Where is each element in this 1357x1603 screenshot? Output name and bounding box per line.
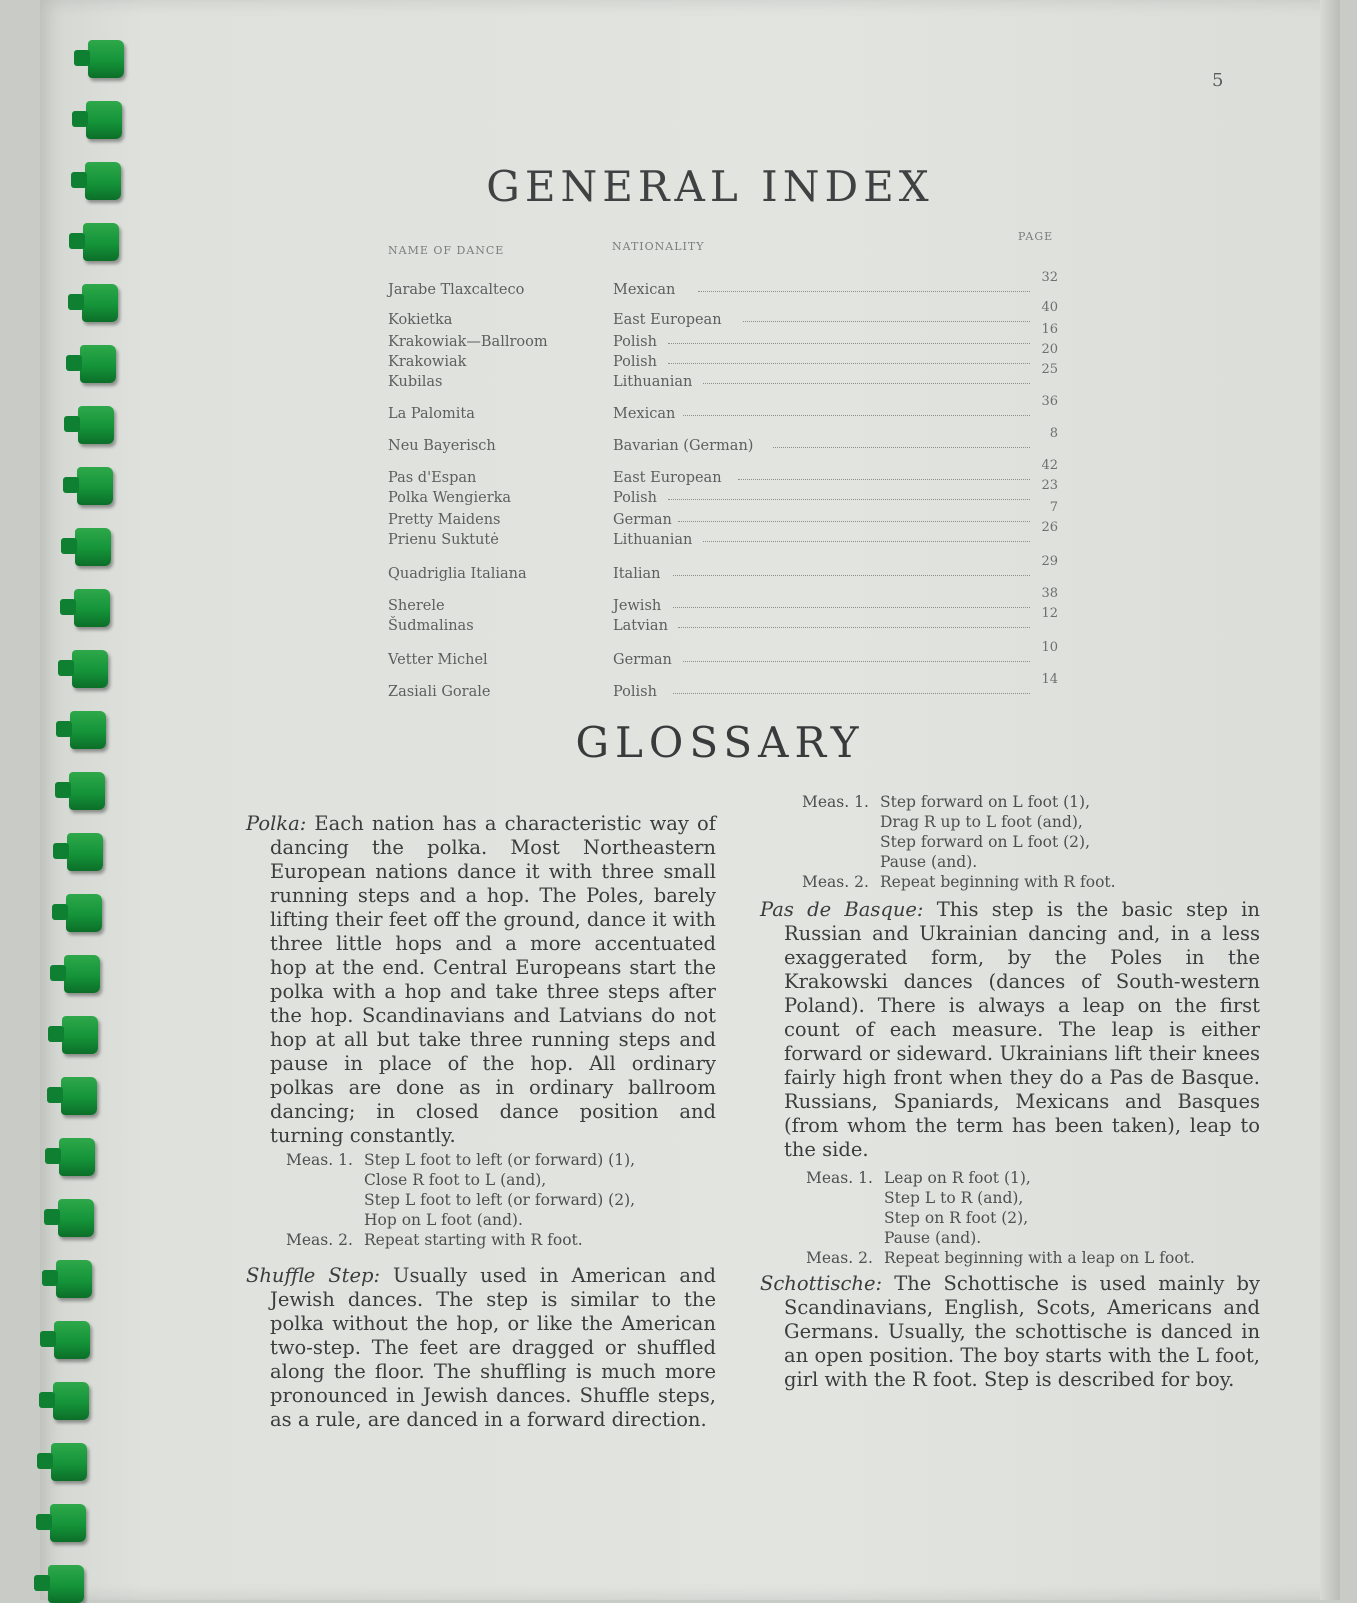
dance-nationality: East European	[613, 312, 722, 328]
dot-leader	[738, 479, 1030, 480]
dance-name: Pretty Maidens	[388, 512, 501, 528]
dance-nationality: Polish	[613, 334, 657, 350]
glossary-right-column	[760, 790, 1260, 1392]
dance-page-number: 25	[1041, 362, 1058, 377]
spiral-coil	[72, 650, 108, 688]
polka-meas2-text: Repeat starting with R foot.	[364, 1231, 583, 1249]
index-row	[388, 322, 1058, 354]
spiral-coil	[85, 162, 121, 200]
dot-leader	[683, 661, 1030, 662]
spiral-coil	[62, 1016, 98, 1054]
polka-meas1-step: Close R foot to L (and),	[364, 1171, 547, 1189]
spiral-coil	[80, 345, 116, 383]
spiral-coil	[86, 101, 122, 139]
shuffle-meas2-label: Meas. 2.	[802, 873, 869, 891]
spiral-coil	[74, 589, 110, 627]
term-pas-de-basque: Pas de Basque:	[760, 898, 924, 921]
dot-leader	[678, 627, 1030, 628]
dance-name: Jarabe Tlaxcalteco	[388, 282, 525, 298]
dance-name: Vetter Michel	[388, 652, 488, 668]
spiral-coil	[50, 1504, 86, 1542]
dance-page-number: 36	[1041, 394, 1058, 409]
dance-page-number: 7	[1049, 500, 1058, 515]
dance-nationality: Latvian	[613, 618, 668, 634]
pdb-meas2-text: Repeat beginning with a leap on L foot.	[884, 1249, 1195, 1267]
dance-page-number: 14	[1041, 672, 1058, 687]
dance-page-number: 8	[1049, 426, 1058, 441]
term-polka: Polka:	[246, 812, 307, 835]
dot-leader	[743, 321, 1030, 322]
dance-name: Neu Bayerisch	[388, 438, 496, 454]
spiral-coil	[70, 711, 106, 749]
dance-nationality: German	[613, 652, 672, 668]
index-row	[388, 586, 1058, 618]
dot-leader	[773, 447, 1030, 448]
shuffle-meas1-label: Meas. 1.	[802, 793, 869, 811]
dance-page-number: 12	[1041, 606, 1058, 621]
dance-nationality: Mexican	[613, 282, 676, 298]
dance-page-number: 26	[1041, 520, 1058, 535]
pdb-meas1-step: Pause (and).	[884, 1229, 982, 1247]
index-row	[388, 554, 1058, 586]
shuffle-meas1-step: Step forward on L foot (1),	[880, 793, 1091, 811]
pas-de-basque-measures	[806, 1168, 1260, 1268]
spiral-coil	[54, 1321, 90, 1359]
glossary-entry-polka	[246, 812, 716, 1148]
dance-nationality: Jewish	[613, 598, 662, 614]
dance-page-number: 29	[1041, 554, 1058, 569]
spiral-coil	[66, 894, 102, 932]
polka-meas1-label: Meas. 1.	[286, 1151, 353, 1169]
dance-name: Quadriglia Italiana	[388, 566, 527, 582]
spiral-coil	[64, 955, 100, 993]
dance-name: Krakowiak	[388, 354, 467, 370]
spiral-coil	[61, 1077, 97, 1115]
dance-nationality: Italian	[613, 566, 661, 582]
dance-nationality: Polish	[613, 684, 657, 700]
glossary-left-column	[246, 812, 716, 1432]
header-nationality: NATIONALITY	[612, 240, 705, 253]
dance-page-number: 32	[1041, 270, 1058, 285]
dance-name: Sherele	[388, 598, 445, 614]
dance-name: Zasiali Gorale	[388, 684, 491, 700]
spiral-coil	[82, 284, 118, 322]
index-row	[388, 394, 1058, 426]
spiral-coil	[77, 467, 113, 505]
dance-nationality: East European	[613, 470, 722, 486]
page-number: 5	[1212, 70, 1224, 91]
pdb-meas1-step: Step L to R (and),	[884, 1189, 1024, 1207]
index-row	[388, 426, 1058, 458]
header-page: PAGE	[1018, 230, 1054, 243]
dance-page-number: 20	[1041, 342, 1058, 357]
dot-leader	[703, 541, 1030, 542]
spiral-coil	[78, 406, 114, 444]
index-row	[388, 458, 1058, 490]
dance-name: Krakowiak—Ballroom	[388, 334, 548, 350]
spiral-binding	[0, 0, 150, 1600]
glossary-title: GLOSSARY	[575, 718, 865, 767]
index-row	[388, 640, 1058, 672]
definition-schottische: The Schottische is used mainly by Scandinavians, English, Scots, Americans and Germans. Usually, the schottische is danced in an open position. The boy starts with the L foot, girl with the R foot. Step is described for boy.	[784, 1272, 1260, 1391]
shuffle-measures	[802, 792, 1260, 892]
spiral-coil	[69, 772, 105, 810]
dot-leader	[683, 415, 1030, 416]
dance-nationality: Lithuanian	[613, 374, 693, 390]
spiral-coil	[59, 1138, 95, 1176]
shuffle-meas1-step: Pause (and).	[880, 853, 978, 871]
spiral-coil	[58, 1199, 94, 1237]
shuffle-meas1-step: Drag R up to L foot (and),	[880, 813, 1083, 831]
dance-name: Šudmalinas	[388, 618, 474, 634]
dot-leader	[703, 383, 1030, 384]
dance-nationality: Lithuanian	[613, 532, 693, 548]
glossary-entry-schottische	[760, 1272, 1260, 1392]
spiral-coil	[83, 223, 119, 261]
index-row	[388, 270, 1058, 302]
dance-page-number: 23	[1041, 478, 1058, 493]
dance-name: Kokietka	[388, 312, 453, 328]
index-row	[388, 300, 1058, 332]
shuffle-meas1-step: Step forward on L foot (2),	[880, 833, 1091, 851]
spiral-coil	[51, 1443, 87, 1481]
definition-shuffle-step: Usually used in American and Jewish dances. The step is similar to the polka without the hop, or like the American two-step. The feet are dragged or shuffled along the floor. The shuffling is much more pronounced in Jewish dances. Shuffle steps, as a rule, are danced in a forward direction.	[270, 1264, 716, 1431]
header-name-of-dance: NAME OF DANCE	[388, 244, 505, 257]
index-row	[388, 500, 1058, 532]
spiral-coil	[75, 528, 111, 566]
dot-leader	[668, 363, 1030, 364]
glossary-entry-shuffle-step	[246, 1264, 716, 1432]
dance-nationality: Polish	[613, 490, 657, 506]
index-row	[388, 672, 1058, 704]
dance-name: La Palomita	[388, 406, 475, 422]
general-index-title: GENERAL INDEX	[486, 162, 934, 211]
pdb-meas1-step: Step on R foot (2),	[884, 1209, 1029, 1227]
dance-page-number: 16	[1041, 322, 1058, 337]
definition-pas-de-basque: This step is the basic step in Russian and Ukrainian dancing and, in a less exaggerated form, by the Poles in the Krakowski dances (dances of South-western Poland). There is always a leap on the first count of each measure. The leap is either forward or sideward. Ukrainians lift their knees fairly high front when they do a Pas de Basque. Russians, Spaniards, Mexicans and Basques (from whom the term has been taken), leap to the side.	[784, 898, 1260, 1161]
dot-leader	[678, 521, 1030, 522]
dance-nationality: German	[613, 512, 672, 528]
dance-page-number: 38	[1041, 586, 1058, 601]
dance-nationality: Polish	[613, 354, 657, 370]
dot-leader	[673, 575, 1030, 576]
spiral-coil	[67, 833, 103, 871]
dance-page-number: 42	[1041, 458, 1058, 473]
spiral-coil	[53, 1382, 89, 1420]
dance-name: Pas d'Espan	[388, 470, 477, 486]
page-edge	[1320, 0, 1340, 1600]
pdb-meas1-label: Meas. 1.	[806, 1169, 873, 1187]
spiral-coil	[56, 1260, 92, 1298]
polka-meas1-step: Step L foot to left (or forward) (1),	[364, 1151, 636, 1169]
dot-leader	[668, 343, 1030, 344]
spiral-coil	[88, 40, 124, 78]
term-shuffle-step: Shuffle Step:	[246, 1264, 381, 1287]
term-schottische: Schottische:	[760, 1272, 883, 1295]
dot-leader	[673, 693, 1030, 694]
polka-meas1-step: Hop on L foot (and).	[364, 1211, 523, 1229]
spiral-coil	[48, 1565, 84, 1603]
polka-measures	[286, 1150, 716, 1250]
definition-polka: Each nation has a characteristic way of dancing the polka. Most Northeastern European nations dance it with three small running steps and a hop. The Poles, barely lifting their feet off the ground, dance it with three little hops and a more accentuated hop at the end. Central Europeans start the polka with a hop and take three steps after the hop. Scandinavians and Latvians do not hop at all but take three running steps and pause in place of the hop. All ordinary polkas are done as in ordinary ballroom dancing; in closed dance position and turning constantly.	[270, 812, 716, 1147]
dance-name: Kubilas	[388, 374, 443, 390]
dot-leader	[668, 499, 1030, 500]
dot-leader	[698, 291, 1030, 292]
dot-leader	[673, 607, 1030, 608]
shuffle-meas2-text: Repeat beginning with R foot.	[880, 873, 1116, 891]
pdb-meas2-label: Meas. 2.	[806, 1249, 873, 1267]
glossary-entry-pas-de-basque	[760, 898, 1260, 1162]
dance-page-number: 10	[1041, 640, 1058, 655]
polka-meas1-step: Step L foot to left (or forward) (2),	[364, 1191, 636, 1209]
dance-page-number: 40	[1041, 300, 1058, 315]
dance-nationality: Bavarian (German)	[613, 438, 754, 454]
dance-nationality: Mexican	[613, 406, 676, 422]
dance-name: Polka Wengierka	[388, 490, 512, 506]
polka-meas2-label: Meas. 2.	[286, 1231, 353, 1249]
pdb-meas1-step: Leap on R foot (1),	[884, 1169, 1031, 1187]
dance-name: Prienu Suktutė	[388, 532, 499, 548]
